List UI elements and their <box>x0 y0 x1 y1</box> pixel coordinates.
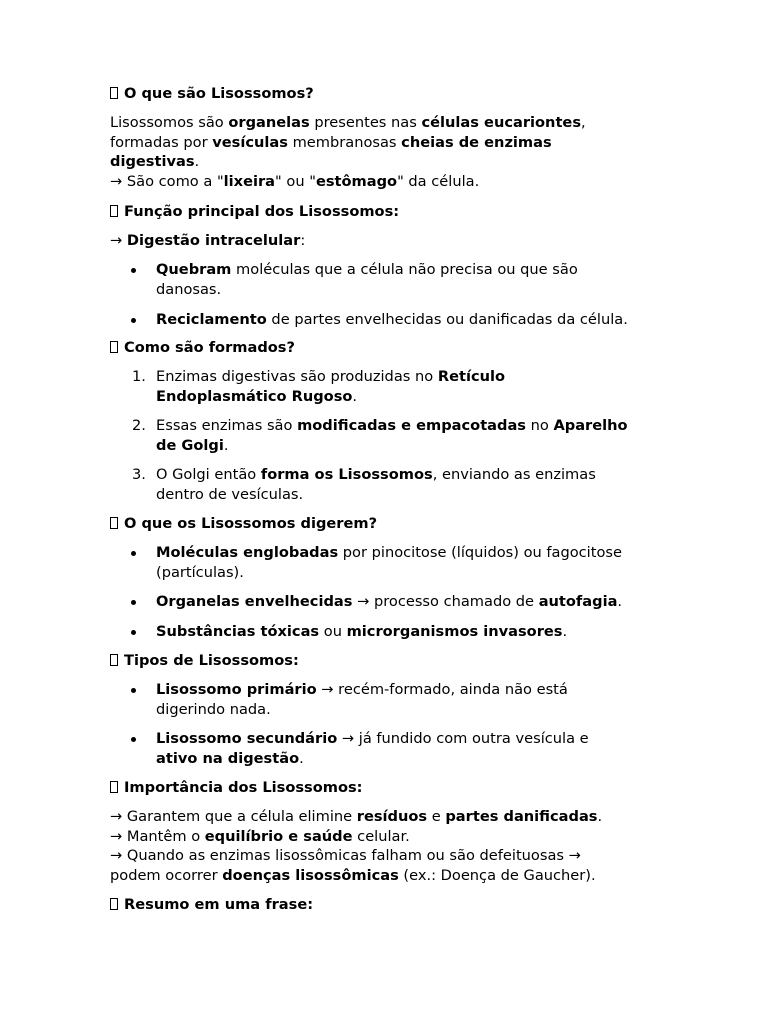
emoji-placeholder-icon <box>110 654 118 666</box>
list-item: O Golgi então forma os Lisossomos, enviando as enzimas <box>156 466 596 483</box>
section-heading-function: Função principal dos Lisossomos: <box>110 202 399 222</box>
list-item: Enzimas digestivas são produzidas no Retículo <box>156 368 506 385</box>
list-item: Moléculas englobadas por pinocitose (líquidos) ou fagocitose <box>156 544 622 561</box>
paragraph-line: → Quando as enzimas lisossômicas falham ou são defeituosas → <box>110 847 581 864</box>
list-number: 3. <box>132 466 146 483</box>
emoji-placeholder-icon <box>110 781 118 793</box>
bullet-icon <box>131 551 136 556</box>
bullet-icon <box>131 630 136 635</box>
section-heading-digest: O que os Lisossomos digerem? <box>110 514 377 534</box>
paragraph-line: → Digestão intracelular: <box>110 232 306 249</box>
section-heading-importance: Importância dos Lisossomos: <box>110 778 363 798</box>
list-item: Substâncias tóxicas ou microrganismos invasores. <box>156 623 568 640</box>
list-item: Lisossomo primário → recém-formado, ainda não está <box>156 681 568 698</box>
bullet-icon <box>131 268 136 273</box>
list-item: Quebram moléculas que a célula não precisa ou que são <box>156 261 578 278</box>
paragraph-line: Lisossomos são organelas presentes nas células eucariontes, <box>110 114 586 131</box>
list-item-continuation: danosas. <box>156 281 222 298</box>
emoji-placeholder-icon <box>110 898 118 910</box>
list-item: Reciclamento de partes envelhecidas ou danificadas da célula. <box>156 311 628 328</box>
paragraph-line: → São como a "lixeira" ou "estômago" da célula. <box>110 173 480 190</box>
list-item-continuation: ativo na digestão. <box>156 750 304 767</box>
list-item-continuation: Endoplasmático Rugoso. <box>156 388 358 405</box>
list-item-continuation: dentro de vesículas. <box>156 486 304 503</box>
list-number: 1. <box>132 368 146 385</box>
section-heading-summary: Resumo em uma frase: <box>110 895 313 915</box>
bullet-icon <box>131 600 136 605</box>
list-item: Lisossomo secundário → já fundido com outra vesícula e <box>156 730 589 747</box>
list-item-continuation: de Golgi. <box>156 437 229 454</box>
paragraph-line: formadas por vesículas membranosas cheias de enzimas <box>110 134 552 151</box>
section-heading-what-are: O que são Lisossomos? <box>110 84 314 104</box>
bullet-icon <box>131 688 136 693</box>
section-heading-types: Tipos de Lisossomos: <box>110 651 299 671</box>
emoji-placeholder-icon <box>110 517 118 529</box>
list-item: Essas enzimas são modificadas e empacotadas no Aparelho <box>156 417 628 434</box>
list-item-continuation: digerindo nada. <box>156 701 271 718</box>
emoji-placeholder-icon <box>110 341 118 353</box>
emoji-placeholder-icon <box>110 87 118 99</box>
paragraph-line: podem ocorrer doenças lisossômicas (ex.: Doença de Gaucher). <box>110 867 596 884</box>
list-number: 2. <box>132 417 146 434</box>
bullet-icon <box>131 318 136 323</box>
section-heading-formation: Como são formados? <box>110 338 295 358</box>
paragraph-line: → Mantêm o equilíbrio e saúde celular. <box>110 828 410 845</box>
paragraph-line: → Garantem que a célula elimine resíduos e partes danificadas. <box>110 808 603 825</box>
emoji-placeholder-icon <box>110 205 118 217</box>
paragraph-line: digestivas. <box>110 153 200 170</box>
list-item-continuation: (partículas). <box>156 564 244 581</box>
bullet-icon <box>131 737 136 742</box>
list-item: Organelas envelhecidas → processo chamado de autofagia. <box>156 593 623 610</box>
